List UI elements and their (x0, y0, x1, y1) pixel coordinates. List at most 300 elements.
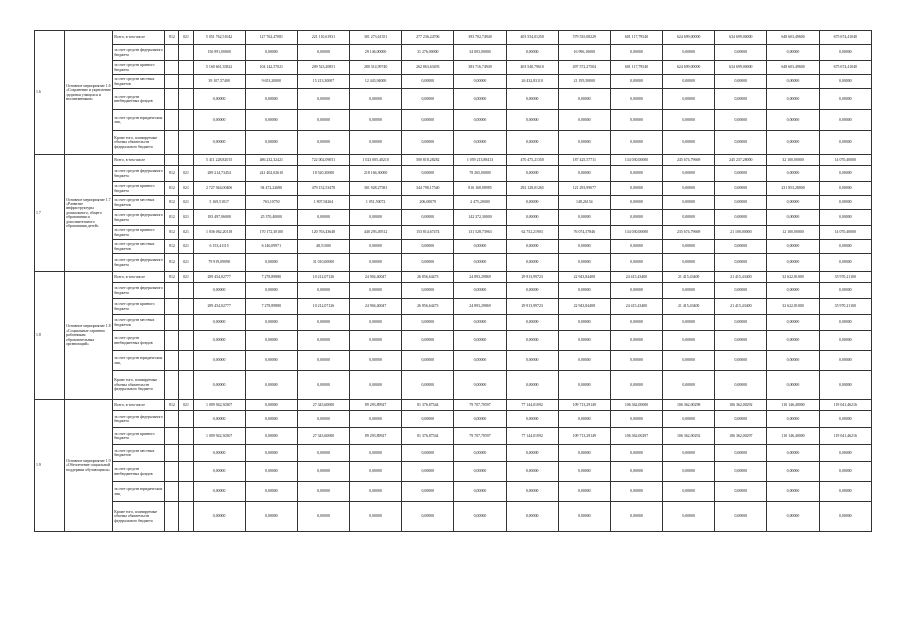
amount-cell: 0,00000 (663, 110, 715, 131)
amount-cell: 0,00000 (558, 131, 610, 155)
amount-cell: 89 293,89927 (350, 428, 402, 445)
amount-cell: 0,00000 (610, 182, 662, 196)
amount-cell: 0,00000 (663, 240, 715, 254)
amount-cell: 16 996,10000 (558, 45, 610, 61)
section-code-cell (179, 110, 193, 131)
amount-cell: 106 362,00298 (663, 400, 715, 411)
grbs-code-cell (165, 445, 179, 462)
section-code-cell: 021 (179, 400, 193, 411)
amount-cell: 0,00000 (767, 462, 819, 482)
amount-cell: 0,00000 (297, 462, 349, 482)
amount-cell: 0,00000 (245, 254, 297, 272)
amount-cell: 0,00000 (663, 75, 715, 89)
amount-cell: 0,00000 (506, 196, 558, 210)
amount-cell: 7 278,89880 (245, 299, 297, 315)
amount-cell: 0,00000 (610, 371, 662, 400)
amount-cell: 0,00000 (297, 502, 349, 532)
amount-cell: 0,00000 (350, 331, 402, 351)
funding-source-cell: за счет средств юридических лиц (113, 482, 165, 502)
amount-cell: 0,00000 (297, 110, 349, 131)
amount-cell: 0,00000 (767, 45, 819, 61)
amount-cell: 0,00000 (297, 445, 349, 462)
grbs-code-cell: 812 (165, 166, 179, 182)
grbs-code-cell: 812 (165, 240, 179, 254)
funding-source-cell: за счет средств местных бюджетов (113, 445, 165, 462)
amount-cell: 0,00000 (506, 240, 558, 254)
amount-cell: 0,00000 (245, 411, 297, 428)
amount-cell: 21 100,00000 (715, 226, 767, 240)
amount-cell: 0,00000 (245, 331, 297, 351)
amount-cell: 0,00000 (767, 254, 819, 272)
amount-cell: 0,00000 (663, 196, 715, 210)
amount-cell: 0,00000 (715, 351, 767, 371)
amount-cell: 0,00000 (663, 166, 715, 182)
amount-cell: 187 425,57711 (558, 155, 610, 166)
amount-cell: 110 146,40000 (767, 400, 819, 411)
amount-cell: 235 674,79669 (663, 226, 715, 240)
amount-cell: 0,00000 (767, 110, 819, 131)
section-code-cell: 021 (179, 31, 193, 45)
amount-cell: 0,00000 (297, 45, 349, 61)
amount-cell: 486 232,32421 (245, 155, 297, 166)
amount-cell: 134 030,00000 (610, 155, 662, 166)
amount-cell: 5 051 762,51042 (193, 31, 245, 45)
amount-cell: 0,00000 (454, 240, 506, 254)
amount-cell: 21 415,43400 (663, 272, 715, 283)
amount-cell: 183 497,06000 (193, 210, 245, 226)
table-row (35, 75, 872, 89)
amount-cell: 21 415,43400 (663, 299, 715, 315)
amount-cell: 106 362,00000 (610, 400, 662, 411)
amount-cell: 0,00000 (245, 351, 297, 371)
amount-cell: 0,00000 (245, 315, 297, 331)
amount-cell: 0,00000 (819, 196, 871, 210)
funding-source-cell: Всего, в том числе (113, 31, 165, 45)
table-row (35, 371, 872, 400)
funding-source-cell: за счет средств юридических лиц (113, 351, 165, 371)
amount-cell: 0,00000 (245, 371, 297, 400)
amount-cell: 0,00000 (402, 131, 454, 155)
amount-cell: 1 009 942,30307 (193, 428, 245, 445)
amount-cell: 675 674,41040 (819, 61, 871, 75)
amount-cell: 0,00000 (454, 131, 506, 155)
amount-cell: 0,00000 (506, 482, 558, 502)
amount-cell: 0,00000 (245, 45, 297, 61)
amount-cell: 0,00000 (663, 131, 715, 155)
amount-cell: 0,00000 (193, 89, 245, 110)
table-row (35, 482, 872, 502)
amount-cell: 0,00000 (402, 411, 454, 428)
amount-cell: 0,00000 (506, 445, 558, 462)
amount-cell: 0,00000 (819, 371, 871, 400)
amount-cell: 0,00000 (193, 351, 245, 371)
amount-cell: 0,00000 (767, 331, 819, 351)
amount-cell: 280 314,99740 (350, 61, 402, 75)
amount-cell: 289 454,02777 (193, 299, 245, 315)
amount-cell: 24 904,40047 (350, 272, 402, 283)
amount-cell: 0,00000 (402, 371, 454, 400)
funding-source-cell: за счет средств краевого бюджета (113, 226, 165, 240)
amount-cell: 0,00000 (193, 502, 245, 532)
amount-cell: 5 169,51017 (193, 196, 245, 210)
amount-cell: 32 622,81000 (767, 299, 819, 315)
amount-cell: 0,00000 (402, 210, 454, 226)
amount-cell: 601 117,79540 (610, 31, 662, 45)
section-number: 1.9 (35, 400, 65, 532)
amount-cell: 0,00000 (506, 283, 558, 299)
amount-cell: 0,00000 (558, 482, 610, 502)
amount-cell: 0,00000 (610, 482, 662, 502)
amount-cell: 12 100,00000 (767, 226, 819, 240)
funding-source-cell: за счет средств федерального бюджета (113, 45, 165, 61)
amount-cell: 0,00000 (558, 445, 610, 462)
amount-cell: 0,00000 (663, 283, 715, 299)
table-row (35, 89, 872, 110)
section-code-cell: 021 (179, 166, 193, 182)
amount-cell: 0,00000 (715, 445, 767, 462)
amount-cell: 0,00000 (558, 371, 610, 400)
amount-cell: 0,00000 (558, 240, 610, 254)
funding-source-cell: за счет средств краевого бюджета (113, 61, 165, 75)
amount-cell: 0,00000 (715, 462, 767, 482)
amount-cell: 0,00000 (193, 331, 245, 351)
section-code-cell (179, 131, 193, 155)
amount-cell: 0,00000 (402, 240, 454, 254)
amount-cell: 0,00000 (350, 315, 402, 331)
amount-cell: 26 432,83110 (506, 75, 558, 89)
amount-cell: 0,00000 (193, 315, 245, 331)
funding-source-cell: Кроме того, планируемые объемы обязательств федерального бюджета (113, 502, 165, 532)
amount-cell: 26 856,64473 (402, 299, 454, 315)
amount-cell: 31 276,00000 (402, 45, 454, 61)
amount-cell: 0,00000 (715, 89, 767, 110)
amount-cell: 262 863,63493 (402, 61, 454, 75)
amount-cell: 62 752,21903 (506, 226, 558, 240)
amount-cell: 1 009 942,30307 (193, 400, 245, 411)
funding-source-cell: за счет средств внебюджетных фондов (113, 331, 165, 351)
amount-cell: 0,00000 (819, 110, 871, 131)
section-code-cell (179, 299, 193, 315)
amount-cell: 0,00000 (297, 482, 349, 502)
grbs-code-cell (165, 428, 179, 445)
amount-cell: 14 070,40000 (819, 155, 871, 166)
amount-cell: 0,00000 (245, 110, 297, 131)
amount-cell: 0,00000 (193, 462, 245, 482)
amount-cell: 0,00000 (506, 462, 558, 482)
amount-cell: 0,00000 (610, 131, 662, 155)
amount-cell: 0,00000 (454, 462, 506, 482)
amount-cell: 34 003,00000 (454, 45, 506, 61)
amount-cell: 0,00000 (715, 315, 767, 331)
amount-cell: 0,00000 (767, 196, 819, 210)
funding-source-cell: Кроме того, планируемые объемы обязательств федерального бюджета (113, 371, 165, 400)
grbs-code-cell: 812 (165, 196, 179, 210)
amount-cell: 0,00000 (715, 210, 767, 226)
funding-source-cell: Всего, в том числе (113, 155, 165, 166)
amount-cell: 0,00000 (350, 240, 402, 254)
amount-cell: 0,00000 (819, 315, 871, 331)
amount-cell: 110 146,40000 (767, 428, 819, 445)
table-row (35, 462, 872, 482)
amount-cell: 0,00000 (558, 210, 610, 226)
section-number: 1.8 (35, 272, 65, 400)
amount-cell: 0,00000 (506, 89, 558, 110)
amount-cell: 0,00000 (245, 428, 297, 445)
amount-cell: 6 146,09971 (245, 240, 297, 254)
amount-cell: 0,00000 (819, 331, 871, 351)
grbs-code-cell: 812 (165, 272, 179, 283)
amount-cell: 0,00000 (715, 110, 767, 131)
amount-cell: 0,00000 (663, 254, 715, 272)
amount-cell: 0,00000 (663, 331, 715, 351)
amount-cell: 24 415,43400 (610, 272, 662, 283)
amount-cell: 301 273,61351 (350, 31, 402, 45)
amount-cell: 0,00000 (193, 131, 245, 155)
funding-source-cell: за счет средств федерального бюджета (113, 254, 165, 272)
table-row (35, 210, 872, 226)
grbs-code-cell: 812 (165, 210, 179, 226)
amount-cell: 0,00000 (506, 131, 558, 155)
amount-cell: 0,00000 (715, 482, 767, 502)
grbs-code-cell (165, 75, 179, 89)
section-code-cell: 021 (179, 272, 193, 283)
table-row (35, 240, 872, 254)
amount-cell: 153 814,67474 (402, 226, 454, 240)
amount-cell: 634 699,00000 (715, 61, 767, 75)
grbs-code-cell (165, 462, 179, 482)
amount-cell: 0,00000 (245, 131, 297, 155)
amount-cell: 0,00000 (715, 45, 767, 61)
amount-cell: 601 117,79540 (610, 61, 662, 75)
amount-cell: 383 716,74949 (454, 61, 506, 75)
amount-cell: 0,00000 (610, 196, 662, 210)
section-code-cell (179, 89, 193, 110)
amount-cell: 1 836 062,20118 (193, 226, 245, 240)
budget-table (34, 30, 872, 532)
amount-cell: 0,00000 (506, 110, 558, 131)
amount-cell: 0,00000 (506, 254, 558, 272)
amount-cell: 0,00000 (402, 315, 454, 331)
amount-cell: 0,00000 (454, 110, 506, 131)
table-row (35, 61, 872, 75)
amount-cell: 0,00000 (663, 462, 715, 482)
amount-cell: 0,00000 (245, 283, 297, 299)
amount-cell: 0,00000 (193, 411, 245, 428)
amount-cell: 0,00000 (297, 315, 349, 331)
amount-cell: 0,00000 (715, 331, 767, 351)
amount-cell: 79 707,70597 (454, 428, 506, 445)
amount-cell: 6 153,41115 (193, 240, 245, 254)
amount-cell: 0,00000 (402, 502, 454, 532)
amount-cell: 0,00000 (819, 462, 871, 482)
amount-cell: 440 293,49512 (350, 226, 402, 240)
section-code-cell (179, 75, 193, 89)
amount-cell: 1 051,50072 (350, 196, 402, 210)
amount-cell: 0,00000 (558, 315, 610, 331)
amount-cell: 579 535,08229 (558, 31, 610, 45)
amount-cell: 0,00000 (350, 462, 402, 482)
amount-cell: 27 343,60000 (297, 400, 349, 411)
amount-cell: 106 362,00292 (663, 428, 715, 445)
amount-cell: 0,00000 (454, 254, 506, 272)
amount-cell: 120 763,43648 (297, 226, 349, 240)
amount-cell: 0,00000 (350, 411, 402, 428)
amount-cell: 0,00000 (193, 482, 245, 502)
amount-cell: 18 520,30000 (297, 166, 349, 182)
amount-cell: 0,00000 (610, 411, 662, 428)
amount-cell: 0,00000 (402, 254, 454, 272)
amount-cell: 35 970,21100 (819, 299, 871, 315)
amount-cell: 0,00000 (558, 331, 610, 351)
amount-cell: 21 415,43400 (715, 299, 767, 315)
amount-cell: 32 622,81000 (767, 272, 819, 283)
amount-cell: 0,00000 (350, 210, 402, 226)
funding-source-cell: за счет средств федерального бюджета (113, 210, 165, 226)
amount-cell: 403 554,01250 (506, 31, 558, 45)
table-row (35, 351, 872, 371)
amount-cell: 0,00000 (193, 371, 245, 400)
amount-cell: 32 100,00000 (767, 155, 819, 166)
table-row (35, 182, 872, 196)
amount-cell: 24 893,29869 (454, 299, 506, 315)
amount-cell: 22 943,84408 (558, 299, 610, 315)
funding-source-cell: за счет средств местных бюджетов (113, 75, 165, 89)
funding-source-cell: за счет средств местных бюджетов (113, 315, 165, 331)
amount-cell: 0,00000 (819, 131, 871, 155)
amount-cell: 0,00000 (558, 351, 610, 371)
amount-cell: 0,00000 (819, 351, 871, 371)
amount-cell: 648 603,49600 (767, 31, 819, 45)
budget-table-body (35, 31, 872, 532)
amount-cell: 170 172,30100 (245, 226, 297, 240)
amount-cell: 1 023 005,40210 (350, 155, 402, 166)
amount-cell: 0,00000 (558, 254, 610, 272)
amount-cell: 21 195,50000 (558, 75, 610, 89)
amount-cell: 22 943,84408 (558, 272, 610, 283)
amount-cell: 624 699,00000 (663, 31, 715, 45)
amount-cell: 0,00000 (715, 166, 767, 182)
amount-cell: 81 376,87544 (402, 428, 454, 445)
amount-cell: 2 727 944,00406 (193, 182, 245, 196)
section-code-cell (179, 482, 193, 502)
amount-cell: 0,00000 (610, 45, 662, 61)
amount-cell: 241 402,02610 (245, 166, 297, 182)
amount-cell: 0,00000 (819, 75, 871, 89)
amount-cell: 15 213,30007 (297, 75, 349, 89)
amount-cell: 0,00000 (350, 351, 402, 371)
grbs-code-cell (165, 89, 179, 110)
amount-cell: 127 762,47081 (245, 31, 297, 45)
amount-cell: 0,00000 (245, 445, 297, 462)
table-row (35, 110, 872, 131)
amount-cell: 0,00000 (819, 254, 871, 272)
amount-cell: 134 030,00000 (610, 226, 662, 240)
amount-cell: 0,00000 (350, 482, 402, 502)
amount-cell: 0,00000 (454, 89, 506, 110)
grbs-code-cell (165, 315, 179, 331)
amount-cell: 148,26154 (558, 196, 610, 210)
amount-cell: 0,00000 (663, 371, 715, 400)
grbs-code-cell (165, 45, 179, 61)
amount-cell: 0,00000 (767, 502, 819, 532)
amount-cell: 634 699,00000 (715, 31, 767, 45)
amount-cell: 1 059 213,88413 (454, 155, 506, 166)
grbs-code-cell (165, 411, 179, 428)
amount-cell: 109 713,29149 (558, 400, 610, 411)
amount-cell: 29 913,99723 (506, 299, 558, 315)
amount-cell: 0,00000 (819, 210, 871, 226)
section-code-cell (179, 462, 193, 482)
amount-cell: 0,00000 (245, 482, 297, 502)
amount-cell: 0,00000 (558, 462, 610, 482)
funding-source-cell: за счет средств федерального бюджета (113, 283, 165, 299)
table-row (35, 45, 872, 61)
section-code-cell: 021 (179, 254, 193, 272)
amount-cell: 0,00000 (715, 182, 767, 196)
grbs-code-cell (165, 331, 179, 351)
amount-cell: 77 144,01092 (506, 400, 558, 411)
amount-cell: 0,00000 (663, 445, 715, 462)
amount-cell: 0,00000 (350, 502, 402, 532)
grbs-code-cell (165, 299, 179, 315)
amount-cell: 76 074,37846 (558, 226, 610, 240)
amount-cell: 142 372,30000 (454, 210, 506, 226)
amount-cell: 0,00000 (767, 131, 819, 155)
amount-cell: 0,00000 (402, 89, 454, 110)
section-number: 1.7 (35, 155, 65, 272)
grbs-code-cell: 812 (165, 226, 179, 240)
funding-source-cell: за счет средств местных бюджетов (113, 196, 165, 210)
section-code-cell (179, 315, 193, 331)
amount-cell: 0,00000 (350, 254, 402, 272)
table-row (35, 272, 872, 283)
section-code-cell (179, 428, 193, 445)
amount-cell: 0,00000 (297, 331, 349, 351)
amount-cell: 0,00000 (715, 502, 767, 532)
amount-cell: 209 523,20851 (297, 61, 349, 75)
amount-cell: 0,00000 (297, 371, 349, 400)
amount-cell: 500 818,28282 (402, 155, 454, 166)
amount-cell: 0,00000 (454, 411, 506, 428)
table-row (35, 155, 872, 166)
amount-cell: 131 528,73963 (454, 226, 506, 240)
amount-cell: 121 293,99077 (558, 182, 610, 196)
grbs-code-cell (165, 482, 179, 502)
grbs-code-cell (165, 351, 179, 371)
table-row (35, 226, 872, 240)
amount-cell: 218 166,30000 (350, 166, 402, 182)
amount-cell: 0,00000 (819, 445, 871, 462)
amount-cell: 119 041,46216 (819, 428, 871, 445)
amount-cell: 24 893,29869 (454, 272, 506, 283)
amount-cell: 7 278,89880 (245, 272, 297, 283)
amount-cell: 0,00000 (819, 482, 871, 502)
amount-cell: 289 454,02777 (193, 272, 245, 283)
table-row (35, 331, 872, 351)
amount-cell: 0,00000 (193, 110, 245, 131)
amount-cell: 2 475,20000 (454, 196, 506, 210)
table-row (35, 131, 872, 155)
amount-cell: 0,00000 (767, 411, 819, 428)
amount-cell: 0,00000 (819, 45, 871, 61)
grbs-code-cell (165, 283, 179, 299)
amount-cell: 0,00000 (715, 240, 767, 254)
section-name: Основное мероприятие 1.7 «Развитие инфраструктуры дошкольного, общего образования и дополнительного образования детей» (65, 155, 113, 272)
amount-cell: 0,00000 (402, 462, 454, 482)
table-row (35, 254, 872, 272)
amount-cell: 0,00000 (715, 371, 767, 400)
amount-cell: 231 853,28000 (767, 182, 819, 196)
